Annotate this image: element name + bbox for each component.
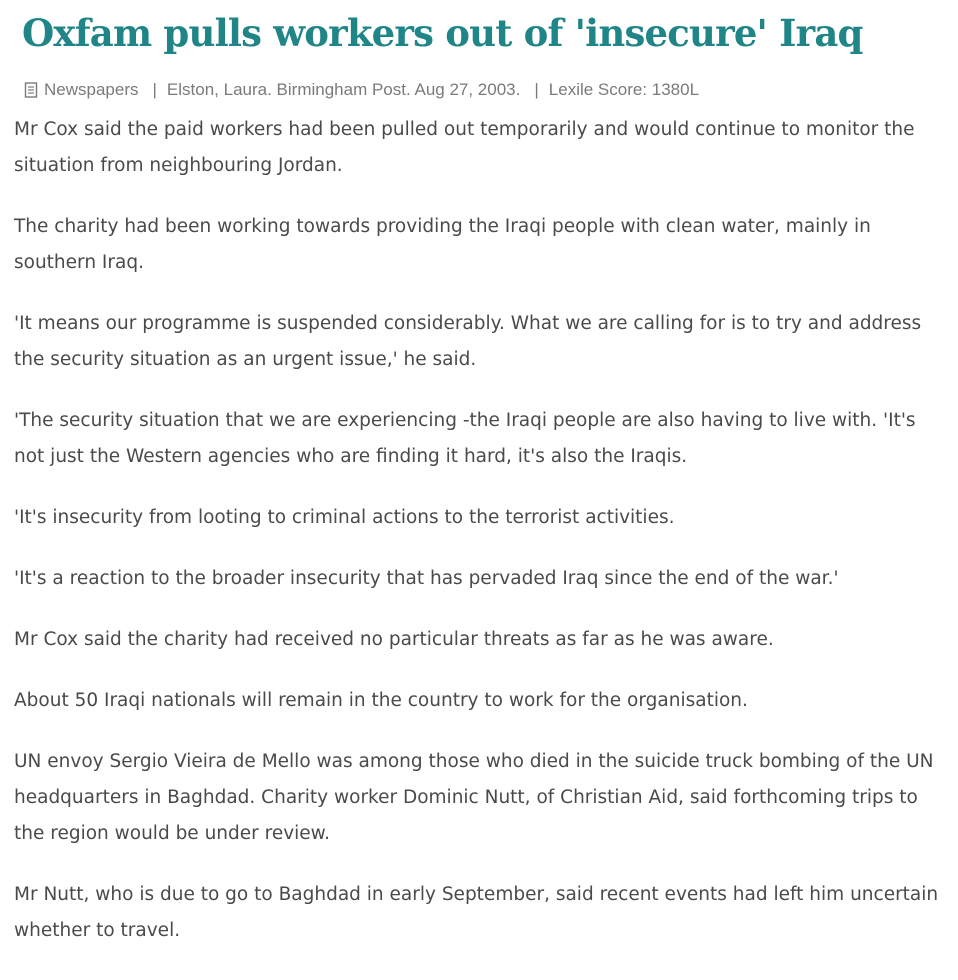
meta-separator: |: [534, 80, 539, 99]
article-paragraph: Mr Nutt, who is due to go to Baghdad in early September, said recent events had left him uncertain whether to travel.: [14, 884, 939, 941]
article-meta: [24, 78, 699, 102]
article-paragraph: 'It means our programme is suspended considerably. What we are calling for is to try and address the security situation as an urgent issue,' he said.: [14, 313, 922, 370]
meta-separator: |: [152, 80, 157, 99]
article-title: Oxfam pulls workers out of 'insecure' Iraq: [22, 11, 863, 55]
article-body: [14, 112, 949, 974]
article-paragraph: 'The security situation that we are experiencing -the Iraqi people are also having to live with. 'It's not just the Western agencies who are finding it hard, it's also the Iraqis.: [14, 410, 916, 467]
article-paragraph: UN envoy Sergio Vieira de Mello was among those who died in the suicide truck bombing of the UN headquarters in Baghdad. Charity worker Dominic Nutt, of Christian Aid, said forthcoming trips to the region would be under review.: [14, 751, 934, 844]
citation-text: Elston, Laura. Birmingham Post. Aug 27, 2003.: [166, 80, 521, 99]
article-paragraph: The charity had been working towards providing the Iraqi people with clean water, mainly in southern Iraq.: [14, 216, 871, 273]
article-paragraph: About 50 Iraqi nationals will remain in the country to work for the organisation.: [14, 690, 748, 711]
source-type-label: Newspapers: [44, 80, 139, 99]
article-paragraph: 'It's insecurity from looting to criminal actions to the terrorist activities.: [14, 507, 675, 528]
document-icon: [24, 82, 38, 98]
lexile-score: Lexile Score: 1380L: [548, 80, 700, 99]
article-paragraph: 'It's a reaction to the broader insecurity that has pervaded Iraq since the end of the war.': [14, 568, 839, 589]
article-paragraph: Mr Cox said the charity had received no particular threats as far as he was aware.: [14, 629, 774, 650]
article-paragraph: Mr Cox said the paid workers had been pulled out temporarily and would continue to monitor the situation from neighbouring Jordan.: [14, 119, 915, 176]
